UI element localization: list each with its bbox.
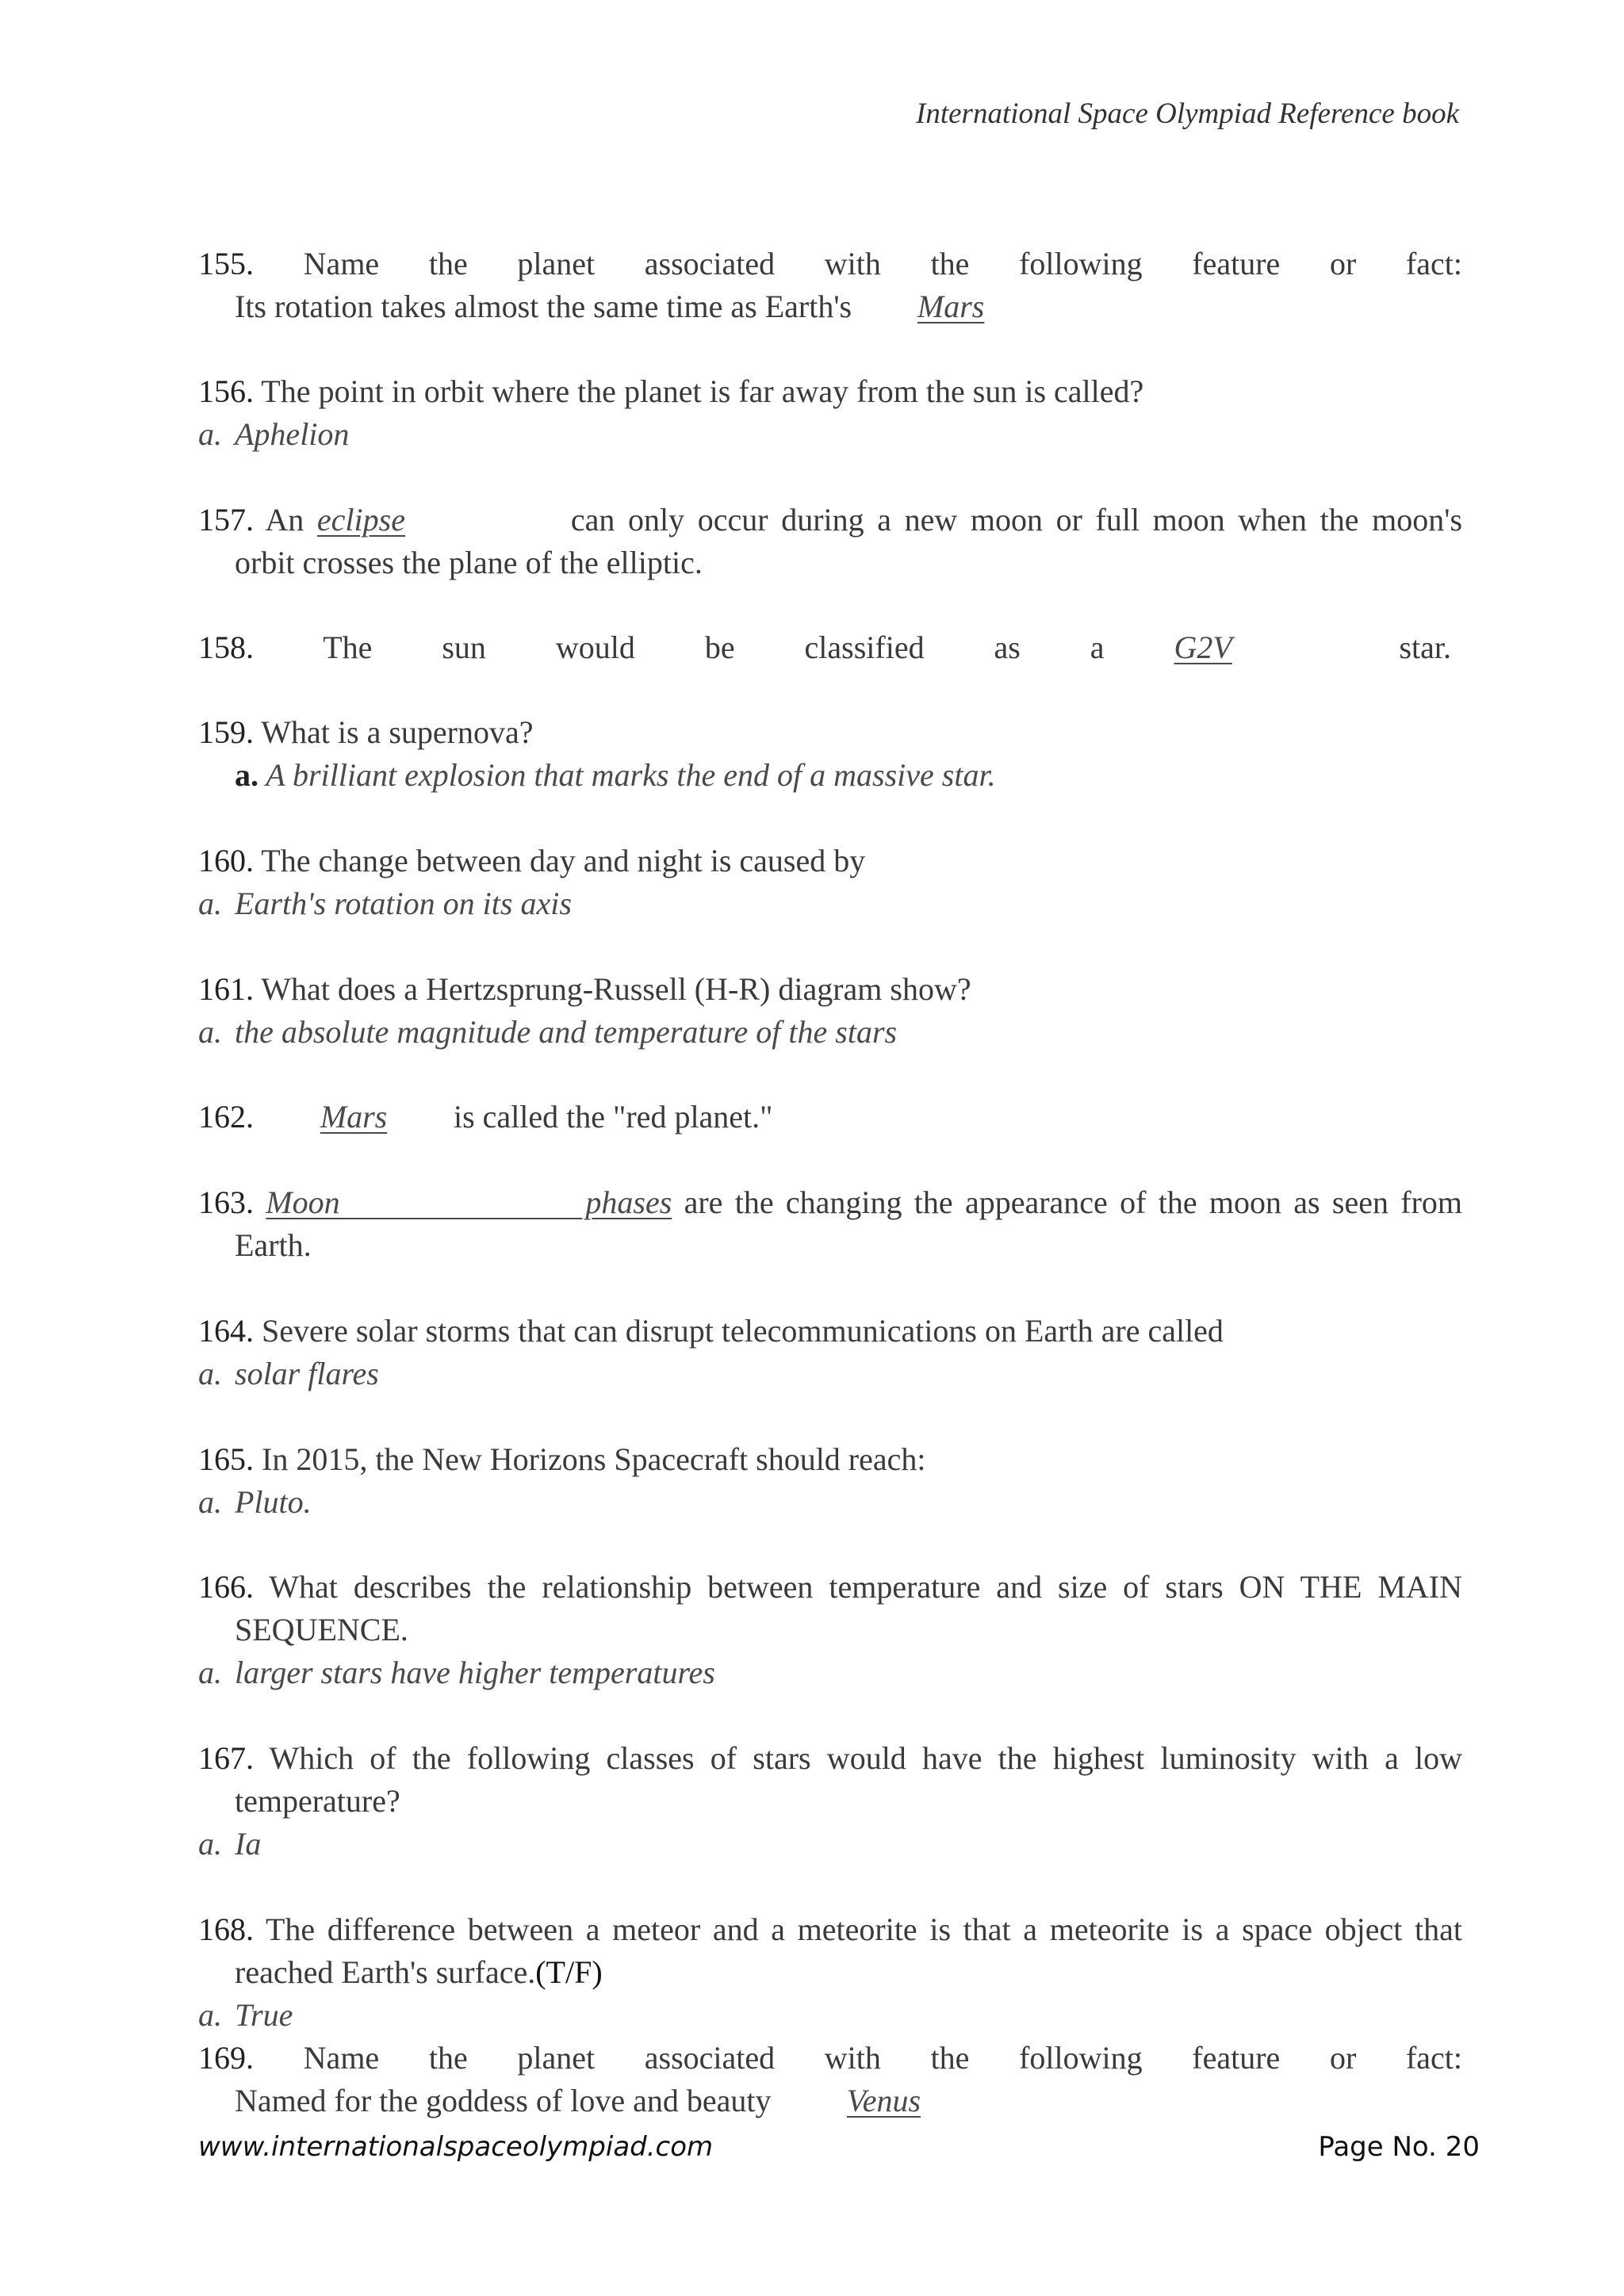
question-168-line2: reached Earth's surface.(T/F) bbox=[235, 1954, 603, 1990]
answer-blank-163: Moon phases bbox=[266, 1184, 672, 1220]
question-156 bbox=[198, 370, 1462, 456]
answer-165: a. Pluto. bbox=[198, 1484, 312, 1520]
question-158-line1: 158. The sun would be classified as a G2V star. bbox=[198, 626, 1451, 669]
question-167-line1: 167. Which of the following classes of stars would have the highest luminosity with a low bbox=[198, 1740, 1462, 1776]
answer-166: a. larger stars have higher temperatures bbox=[198, 1655, 715, 1690]
question-156-text: 156. The point in orbit where the planet is far away from the sun is called? bbox=[198, 373, 1144, 409]
question-168 bbox=[198, 1908, 1462, 2037]
question-166-line1: 166. What describes the relationship between temperature and size of stars ON THE MAIN bbox=[198, 1569, 1463, 1605]
question-161 bbox=[198, 968, 1462, 1054]
question-161-text: 161. What does a Hertzsprung-Russell (H-R) diagram show? bbox=[198, 971, 971, 1007]
question-155-line2: Its rotation takes almost the same time as Earth's Mars bbox=[198, 285, 1462, 328]
answer-blank-162: Mars bbox=[320, 1099, 388, 1135]
question-166-line2: SEQUENCE. bbox=[235, 1612, 408, 1647]
question-169 bbox=[198, 2037, 1462, 2122]
question-163-line2: Earth. bbox=[235, 1227, 312, 1263]
question-168-line1: 168. The difference between a meteor and a meteorite is that a meteorite is a space object that bbox=[198, 1911, 1463, 1947]
question-169-line1: 169. Name the planet associated with the following feature or fact: bbox=[198, 2040, 1463, 2076]
answer-159: a. A brilliant explosion that marks the end of a massive star. bbox=[235, 757, 996, 793]
question-167-line2: temperature? bbox=[235, 1783, 400, 1819]
answer-161: a. the absolute magnitude and temperature of the stars bbox=[198, 1014, 898, 1050]
question-157 bbox=[198, 499, 1462, 584]
question-157-line1: 157. An eclipse can only occur during a new moon or full moon when the moon's bbox=[198, 499, 1462, 541]
answer-blank-157: eclipse bbox=[316, 502, 405, 538]
question-155 bbox=[198, 243, 1462, 328]
question-167 bbox=[198, 1737, 1462, 1866]
question-158 bbox=[198, 626, 1451, 669]
answer-156: a. Aphelion bbox=[198, 416, 350, 452]
answer-blank-158: G2V bbox=[1174, 629, 1232, 665]
question-165 bbox=[198, 1438, 1462, 1524]
question-166 bbox=[198, 1566, 1462, 1694]
footer-website-link[interactable]: www.internationalspaceolympiad.com bbox=[198, 2131, 714, 2163]
answer-blank-155: Mars bbox=[917, 289, 985, 324]
running-header: International Space Olympiad Reference book bbox=[916, 98, 1459, 130]
question-165-text: 165. In 2015, the New Horizons Spacecraft should reach: bbox=[198, 1441, 926, 1477]
answer-167: a. Ia bbox=[198, 1826, 262, 1862]
answer-168: a. True bbox=[198, 1997, 293, 2033]
question-157-line2: orbit crosses the plane of the elliptic. bbox=[235, 545, 703, 580]
question-162-text: 162. Mars is called the "red planet." bbox=[198, 1096, 1462, 1138]
question-159-text: 159. What is a supernova? bbox=[198, 714, 534, 750]
question-159 bbox=[198, 711, 1462, 797]
answer-blank-169: Venus bbox=[846, 2083, 921, 2118]
question-163 bbox=[198, 1181, 1462, 1267]
question-169-line2: Named for the goddess of love and beauty Venus bbox=[198, 2080, 1462, 2122]
question-162 bbox=[198, 1096, 1462, 1138]
question-163-line1: 163. Moon phases are the changing the appearance of the moon as seen from bbox=[198, 1181, 1462, 1224]
question-164-text: 164. Severe solar storms that can disrupt telecommunications on Earth are called bbox=[198, 1313, 1224, 1349]
page-number: Page No. 20 bbox=[1318, 2131, 1480, 2163]
question-160-text: 160. The change between day and night is caused by bbox=[198, 843, 866, 878]
answer-160: a. Earth's rotation on its axis bbox=[198, 886, 572, 921]
question-164 bbox=[198, 1310, 1462, 1395]
answer-164: a. solar flares bbox=[198, 1356, 379, 1391]
question-155-line1: 155. Name the planet associated with the following feature or fact: bbox=[198, 246, 1463, 281]
question-160 bbox=[198, 840, 1462, 925]
